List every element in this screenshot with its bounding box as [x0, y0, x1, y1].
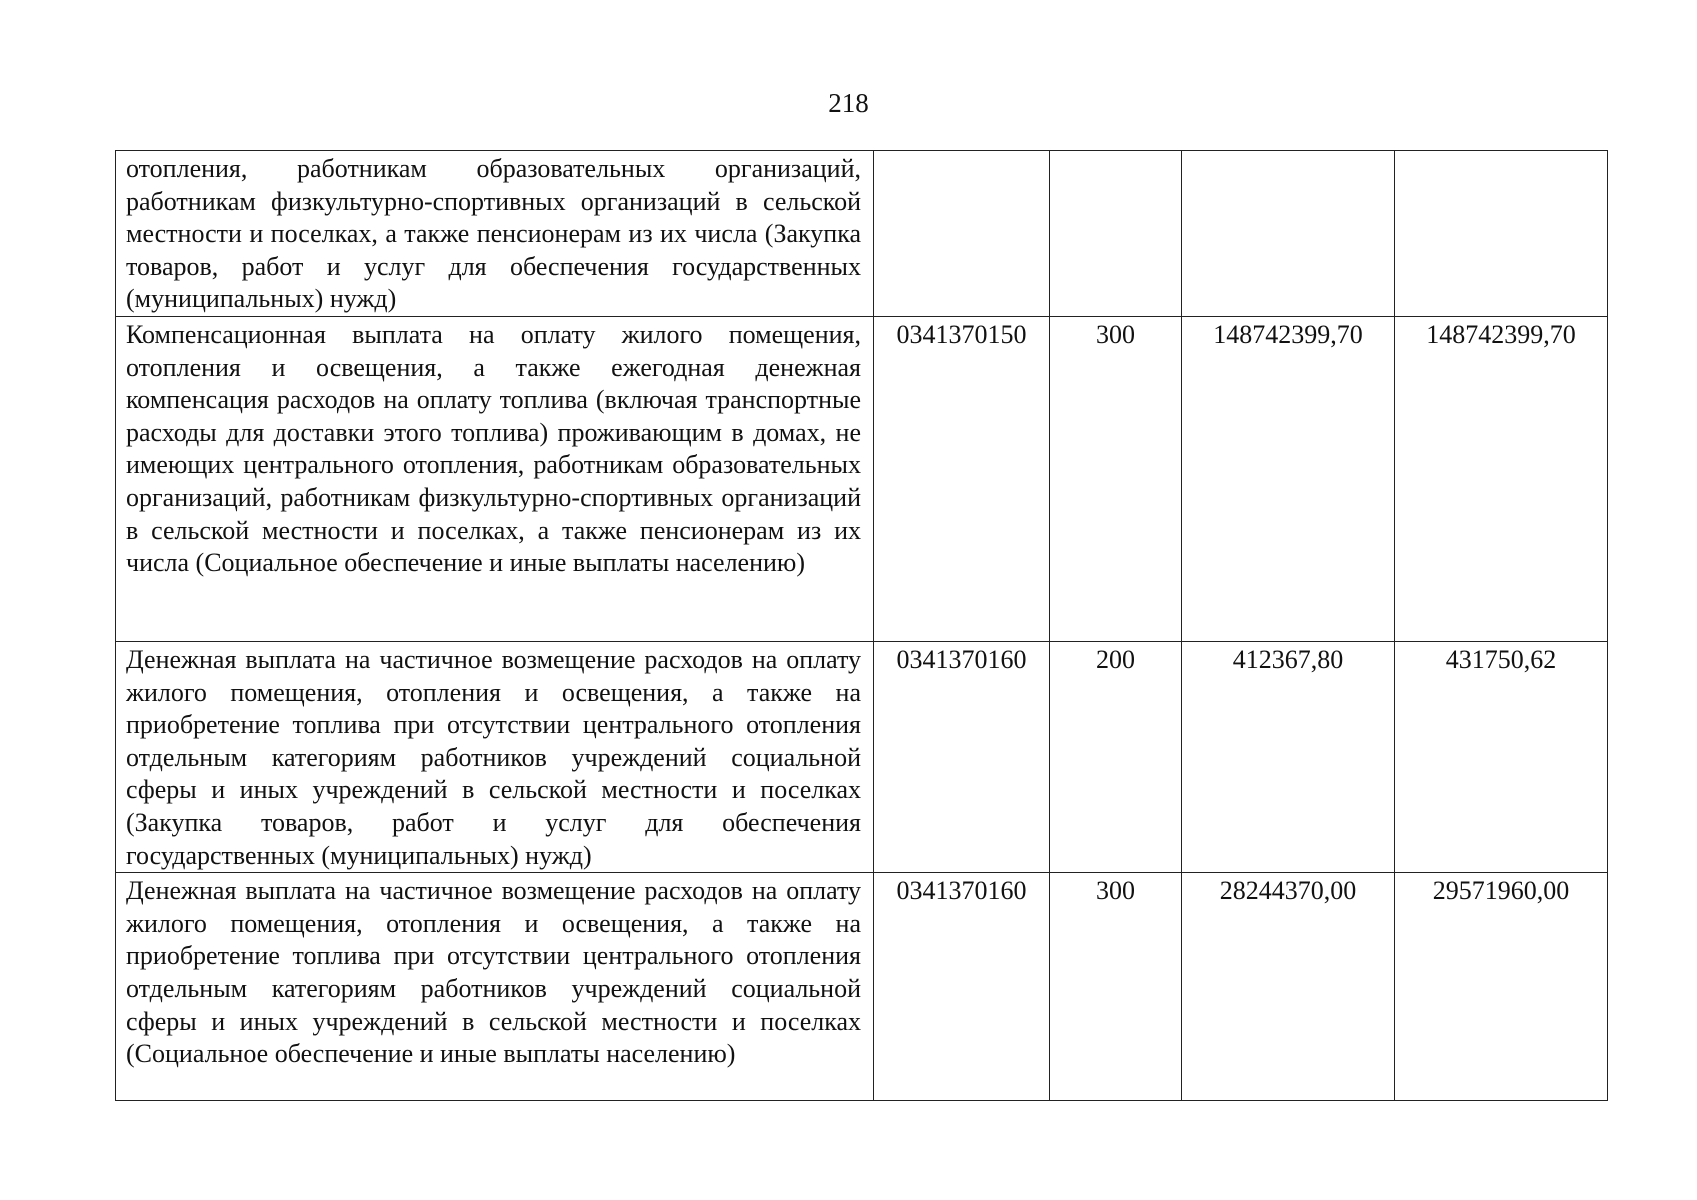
table-row [116, 873, 1608, 1101]
row-description: Денежная выплата на частичное возмещение расходов на оплату жилого помещения, отопления и освещения, а также на приобретение топлива при отсутствии центрального отопления отдельным категориям работников учреждений социальной сферы и иных учреждений в сельской местности и поселках (Закупка товаров, работ и услуг для обеспечения государственных (муниципальных) нужд) [116, 641, 874, 872]
amount-year-2-cell: 431750,62 [1395, 641, 1608, 872]
table-row [116, 316, 1608, 641]
expense-type-cell: 300 [1050, 873, 1182, 1101]
amount-year-2-cell: 148742399,70 [1395, 316, 1608, 641]
row-description: Компенсационная выплата на оплату жилого помещения, отопления и освещения, а также ежегодная денежная компенсация расходов на оплату топлива (включая транспортные расходы для доставки этого топлива) проживающим в домах, не имеющих центрального отопления, работникам образовательных организаций, работникам физкультурно-спортивных организаций в сельской местности и поселках, а также пенсионерам из их числа (Социальное обеспечение и иные выплаты населению) [116, 316, 874, 641]
expense-type-cell: 200 [1050, 641, 1182, 872]
budget-table [115, 150, 1608, 1101]
amount-year-1-cell: 28244370,00 [1182, 873, 1395, 1101]
expense-type-cell: 300 [1050, 316, 1182, 641]
expense-type-cell [1050, 151, 1182, 317]
row-description: отопления, работникам образовательных организаций, работникам физкультурно-спортивных организаций в сельской местности и поселках, а также пенсионерам из их числа (Закупка товаров, работ и услуг для обеспечения государственных (муниципальных) нужд) [116, 151, 874, 317]
table-row [116, 151, 1608, 317]
amount-year-1-cell [1182, 151, 1395, 317]
table-row [116, 641, 1608, 872]
amount-year-2-cell [1395, 151, 1608, 317]
target-article-cell: 0341370150 [874, 316, 1050, 641]
page-number: 218 [828, 88, 869, 118]
target-article-cell [874, 151, 1050, 317]
target-article-cell: 0341370160 [874, 873, 1050, 1101]
amount-year-2-cell: 29571960,00 [1395, 873, 1608, 1101]
target-article-cell: 0341370160 [874, 641, 1050, 872]
amount-year-1-cell: 412367,80 [1182, 641, 1395, 872]
amount-year-1-cell: 148742399,70 [1182, 316, 1395, 641]
row-description: Денежная выплата на частичное возмещение расходов на оплату жилого помещения, отопления и освещения, а также на приобретение топлива при отсутствии центрального отопления отдельным категориям работников учреждений социальной сферы и иных учреждений в сельской местности и поселках (Социальное обеспечение и иные выплаты населению) [116, 873, 874, 1101]
